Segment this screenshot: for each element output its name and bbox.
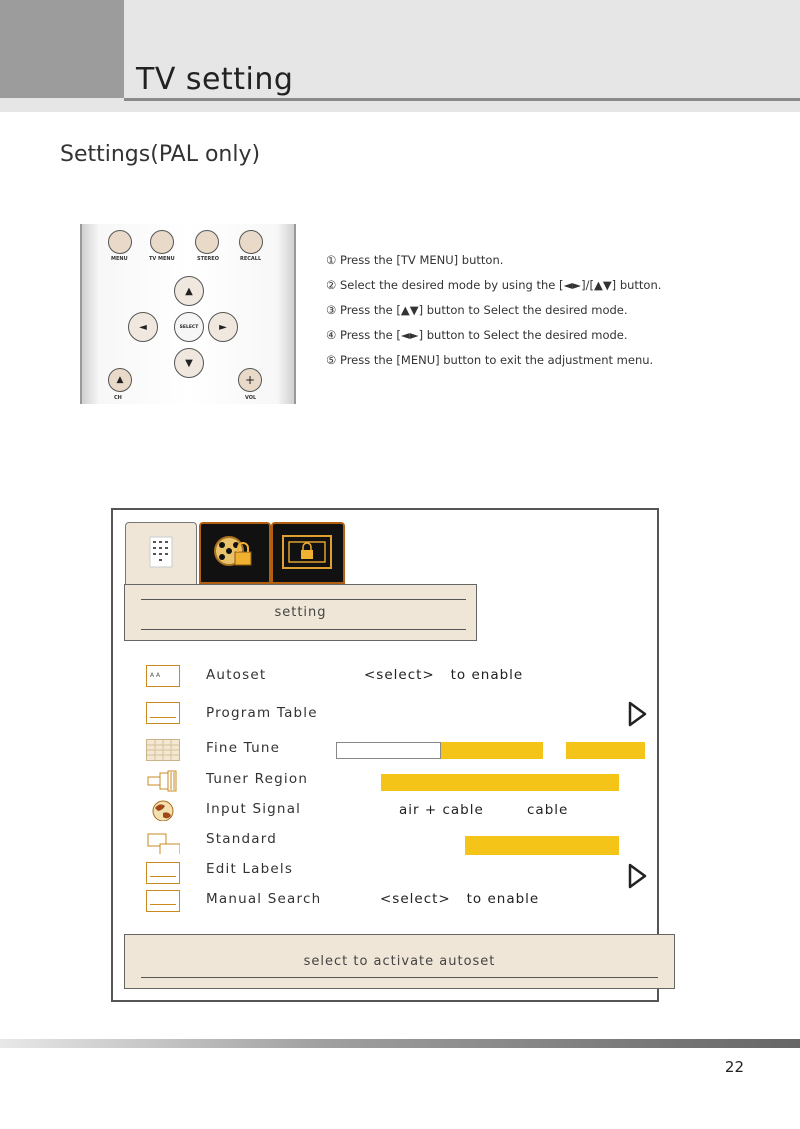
edit-labels-icon	[146, 862, 180, 884]
autoset-value[interactable]: <select> to enable	[364, 667, 524, 683]
chevron-right-icon[interactable]	[627, 862, 649, 890]
remote-label-menu: MENU	[111, 256, 128, 262]
menu-item-autoset[interactable]: Autoset	[206, 667, 267, 683]
program-table-icon	[146, 702, 180, 724]
fine-tune-icon	[146, 739, 180, 761]
fine-tune-slider-fill	[336, 742, 441, 759]
tab-screen-lock[interactable]	[271, 522, 345, 584]
step-5: ⑤ Press the [MENU] button to exit the adjustment menu.	[326, 353, 654, 367]
remote-label-vol: VOL	[245, 395, 257, 401]
section-title: Settings(PAL only)	[60, 142, 261, 167]
menu-item-fine-tune[interactable]: Fine Tune	[206, 740, 281, 756]
header-rule-top	[141, 599, 466, 600]
remote-label-stereo: STEREO	[197, 256, 219, 262]
right-arrow-icon: ►	[208, 312, 238, 342]
page-number: 22	[724, 1058, 744, 1076]
left-arrow-icon: ◄	[128, 312, 158, 342]
fine-tune-value-bar	[566, 742, 645, 759]
footer-bar	[0, 1039, 800, 1048]
menu-item-tuner-region[interactable]: Tuner Region	[206, 771, 309, 787]
input-signal-option-cable[interactable]: cable	[527, 802, 569, 818]
chevron-right-icon[interactable]	[627, 700, 649, 728]
step-2: ② Select the desired mode by using the [◄►]/[▲▼] button.	[326, 278, 662, 292]
settings-header-panel	[124, 584, 477, 641]
menu-item-manual-search[interactable]: Manual Search	[206, 891, 322, 907]
select-button-label: SELECT	[179, 324, 199, 330]
step-1: ① Press the [TV MENU] button.	[326, 253, 504, 267]
standard-icon	[146, 832, 180, 854]
input-signal-option-air-cable[interactable]: air + cable	[399, 802, 484, 818]
select-button-icon	[174, 312, 204, 342]
settings-header-label: setting	[274, 605, 327, 620]
fine-tune-slider[interactable]	[336, 742, 543, 759]
channel-up-icon: ▲	[108, 368, 132, 392]
remote-label-recall: RECALL	[240, 256, 262, 262]
status-panel	[124, 934, 675, 989]
instruction-steps	[326, 248, 746, 373]
volume-up-icon: +	[238, 368, 262, 392]
tab-setting[interactable]	[125, 522, 197, 584]
recall-button-icon	[239, 230, 263, 254]
header-block	[0, 0, 124, 98]
down-arrow-icon: ▼	[174, 348, 204, 378]
reel-lock-icon	[201, 524, 269, 582]
up-arrow-icon: ▲	[174, 276, 204, 306]
step-4: ④ Press the [◄►] button to Select the desired mode.	[326, 328, 628, 342]
tab-channel-lock[interactable]	[199, 522, 271, 584]
step-3: ③ Press the [▲▼] button to Select the desired mode.	[326, 303, 628, 317]
tuner-region-icon	[146, 770, 180, 792]
header-divider	[124, 98, 800, 101]
page-title: TV setting	[136, 62, 294, 97]
header-rule-bottom	[141, 629, 466, 630]
menu-item-standard[interactable]: Standard	[206, 831, 278, 847]
input-signal-icon	[146, 799, 180, 821]
status-rule	[141, 977, 658, 978]
menu-button-icon	[108, 230, 132, 254]
stereo-button-icon	[195, 230, 219, 254]
autoset-icon: A A	[146, 665, 180, 687]
tuner-region-bar[interactable]	[381, 774, 619, 791]
menu-item-input-signal[interactable]: Input Signal	[206, 801, 302, 817]
remote-label-ch: CH	[114, 395, 122, 401]
menu-item-edit-labels[interactable]: Edit Labels	[206, 861, 294, 877]
manual-search-value[interactable]: <select> to enable	[380, 891, 540, 907]
tv-menu-button-icon	[150, 230, 174, 254]
keypad-icon	[126, 523, 196, 583]
remote-illustration	[80, 224, 296, 404]
status-message: select to activate autoset	[303, 954, 496, 969]
remote-label-tv-menu: TV MENU	[149, 256, 175, 262]
screen-lock-icon	[273, 524, 343, 582]
standard-bar[interactable]	[465, 836, 619, 855]
manual-search-icon	[146, 890, 180, 912]
osd-menu	[111, 508, 659, 1002]
menu-item-program-table[interactable]: Program Table	[206, 705, 318, 721]
